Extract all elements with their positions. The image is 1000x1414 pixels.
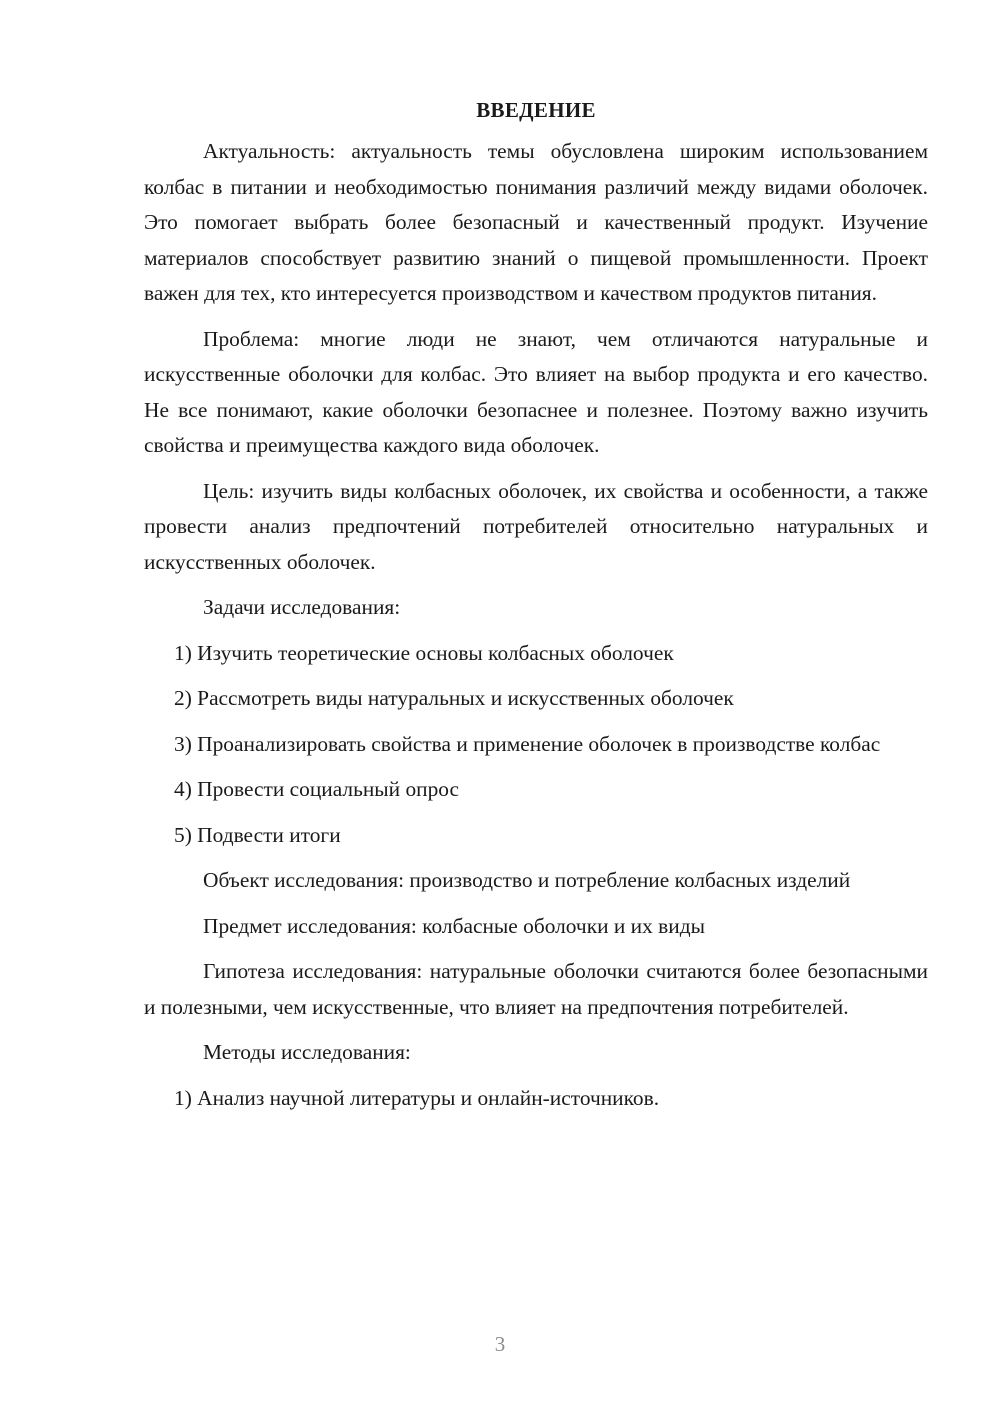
task-item: 3) Проанализировать свойства и применение оболочек в производстве колбас <box>174 731 881 756</box>
tasks-title: Задачи исследования: <box>203 595 401 619</box>
problem-paragraph: Проблема: многие люди не знают, чем отличаются натуральные и искусственные оболочки для колбас. Это влияет на выбор продукта и его качество. Не все понимают, какие оболочки безопаснее и полезнее. Поэтому важно изучить свойства и преимущества каждого вида оболочек. <box>144 326 928 457</box>
task-item: 4) Провести социальный опрос <box>174 777 460 801</box>
object-paragraph: Объект исследования: производство и потребление колбасных изделий <box>203 868 851 892</box>
subject-paragraph: Предмет исследования: колбасные оболочки и их виды <box>203 913 705 938</box>
task-item: 1) Изучить теоретические основы колбасных оболочек <box>174 640 674 665</box>
task-item: 5) Подвести итоги <box>174 822 341 847</box>
page-number: 3 <box>494 1332 506 1356</box>
goal-paragraph: Цель: изучить виды колбасных оболочек, их свойства и особенности, а также провести анализ предпочтений потребителей относительно натуральных и искусственных оболочек. <box>144 478 928 574</box>
relevance-paragraph: Актуальность: актуальность темы обусловлена широким использованием колбас в питании и необходимостью понимания различий между видами оболочек. Это помогает выбрать более безопасный и качественный продукт. Изучение материалов способствует развитию знаний о пищевой промышленности. Проект важен для тех, кто интересуется производством и качеством продуктов питания. <box>144 139 928 305</box>
task-item: 2) Рассмотреть виды натуральных и искусственных оболочек <box>174 686 734 710</box>
method-item: 1) Анализ научной литературы и онлайн-источников. <box>174 1085 660 1110</box>
hypothesis-paragraph: Гипотеза исследования: натуральные оболочки считаются более безопасными и полезными, чем искусственные, что влияет на предпочтения потребителей. <box>144 959 928 1019</box>
page-content <box>144 96 928 1126</box>
section-heading: ВВЕДЕНИЕ <box>476 98 596 122</box>
methods-title: Методы исследования: <box>203 1040 411 1064</box>
